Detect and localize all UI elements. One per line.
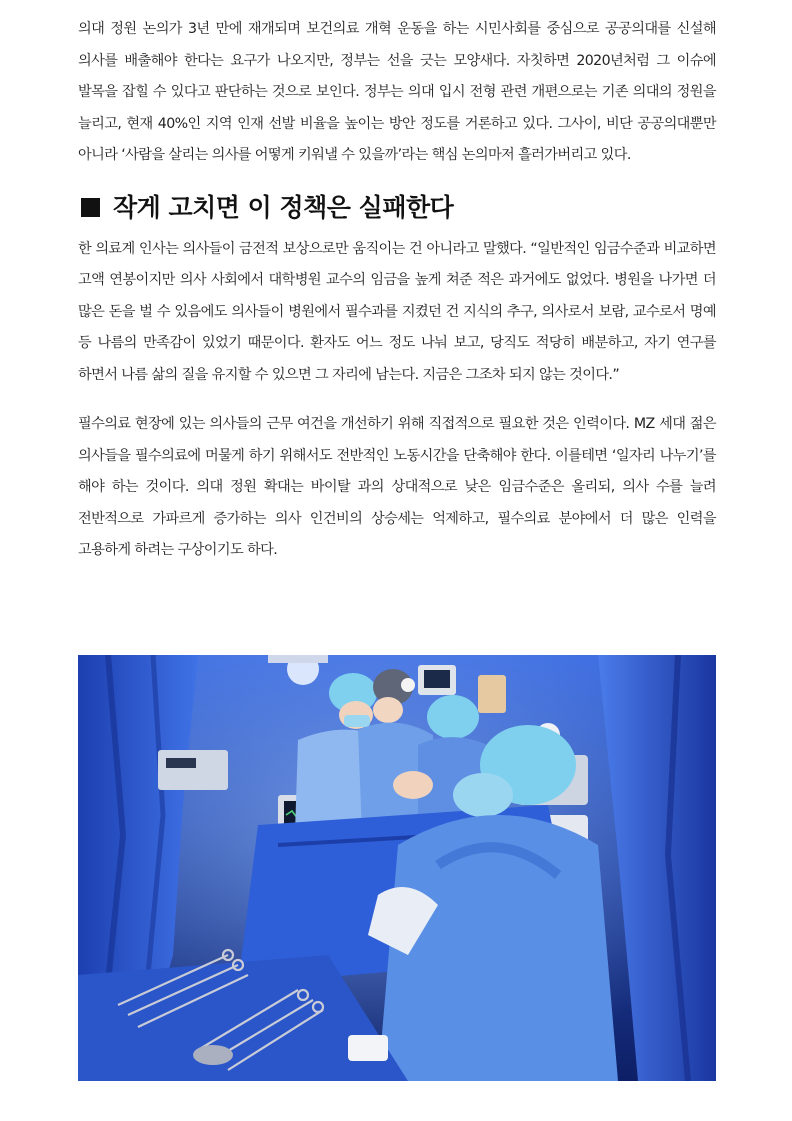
section-heading-text: 작게 고치면 이 정책은 실패한다: [113, 192, 454, 222]
black-square-icon: [81, 198, 100, 217]
paragraph-quote: 한 의료계 인사는 의사들이 금전적 보상으로만 움직이는 건 아니라고 말했다. “일반적인 임금수준과 비교하면 고액 연봉이지만 의사 사회에서 대학병원 교수의 임금을 높게 쳐준 적은 과거에도 없었다. 병원을 나가면 더 많은 돈을 벌 수 있음에도 의사들이 병원에서 필수과를 지켰던 건 지식의 추구, 의사로서 보람, 교수로서 명예 등 나름의 만족감이 있었기 때문이다. 환자도 어느 정도 나눠 보고, 당직도 적당히 배분하고, 자기 연구를 하면서 나름 삶의 질을 유지할 수 있으면 그 자리에 남는다. 지금은 그조차 되지 않는 것이다.”: [78, 240, 716, 383]
surgery-photo: [78, 655, 716, 1081]
article-body: [78, 14, 716, 567]
section-heading: [78, 189, 716, 227]
paragraph-intro: 의대 정원 논의가 3년 만에 재개되며 보건의료 개혁 운동을 하는 시민사회를 중심으로 공공의대를 신설해 의사를 배출해야 한다는 요구가 나오지만, 정부는 선을 긋는 모양새다. 자칫하면 2020년처럼 그 이슈에 발목을 잡힐 수 있다고 판단하는 것으로 보인다. 정부는 의대 입시 전형 관련 개편으로는 기존 의대의 정원을 늘리고, 현재 40%인 지역 인재 선발 비율을 높이는 방안 정도를 거론하고 있다. 그사이, 비단 공공의대뿐만 아니라 ‘사람을 살리는 의사를 어떻게 키워낼 수 있을까’라는 핵심 논의마저 흘러가버리고 있다.: [78, 21, 716, 163]
surgery-illustration: [78, 655, 716, 1081]
paragraph-workforce: 필수의료 현장에 있는 의사들의 근무 여건을 개선하기 위해 직접적으로 필요한 것은 인력이다. MZ 세대 젊은 의사들을 필수의료에 머물게 하기 위해서도 전반적인 노동시간을 단축해야 한다. 이를테면 ‘일자리 나누기’를 해야 하는 것이다. 의대 정원 확대는 바이탈 과의 상대적으로 낮은 임금수준은 올리되, 의사 수를 늘려 전반적으로 가파르게 증가하는 의사 인건비의 상승세는 억제하고, 필수의료 분야에서 더 많은 인력을 고용하게 하려는 구상이기도 하다.: [78, 416, 716, 558]
